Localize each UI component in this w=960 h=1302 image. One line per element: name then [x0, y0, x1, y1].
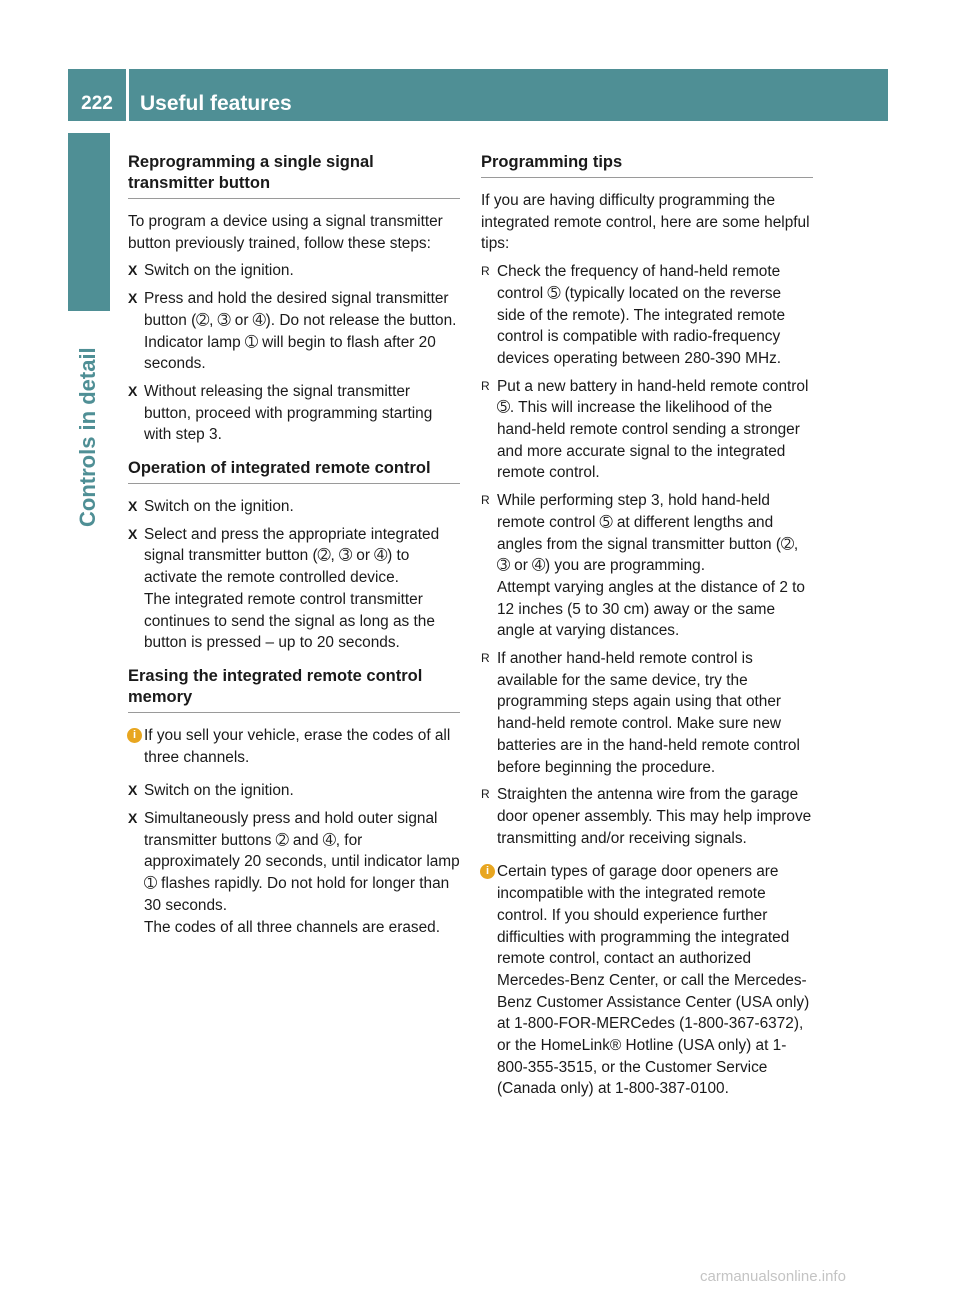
step-text: Press and hold the desired signal transmitter button (➁, ➂ or ➃). Do not release the button. [144, 290, 457, 329]
tip-text: Attempt varying angles at the distance of 2 to 12 inches (5 to 30 cm) away or the same angle at varying distances. [497, 578, 805, 640]
right-column [481, 152, 813, 1106]
tip-item: R Straighten the antenna wire from the garage door opener assembly. This may help improve transmitting and/or receiving signals. [481, 784, 813, 849]
heading-operation: Operation of integrated remote control [128, 458, 460, 484]
step-item: X Without releasing the signal transmitter button, proceed with programming starting with step 3. [128, 381, 460, 446]
tip-item: R Put a new battery in hand-held remote control ➄. This will increase the likelihood of the hand-held remote control sending a stronger and more accurate signal to the integrated remote control. [481, 376, 813, 485]
step-item [128, 808, 460, 938]
step-item [128, 288, 460, 375]
step-item: X Switch on the ignition. [128, 780, 460, 802]
step-text: Simultaneously press and hold outer signal transmitter buttons ➁ and ➃, for approximately 20 seconds, until indicator lamp ➀ flashes rapidly. Do not hold for longer than 30 seconds. [144, 810, 460, 914]
watermark: carmanualsonline.info [700, 1268, 846, 1285]
tip-item: R Check the frequency of hand-held remote control ➄ (typically located on the reverse side of the remote). The integrated remote control is compatible with radio-frequency devices operating between 280-390 MHz. [481, 261, 813, 370]
info-note [481, 861, 813, 1100]
step-result: The integrated remote control transmitter continues to send the signal as long as the button is pressed – up to 20 seconds. [144, 590, 435, 652]
step-text: Select and press the appropriate integrated signal transmitter button (➁, ➂ or ➃) to activate the remote controlled device. [144, 525, 440, 587]
step-item: X Switch on the ignition. [128, 496, 460, 518]
info-text: If you sell your vehicle, erase the codes of all three channels. [144, 726, 451, 766]
step-result: The codes of all three channels are erased. [144, 918, 441, 936]
step-result: Indicator lamp ➀ will begin to flash after 20 seconds. [144, 333, 436, 373]
tip-text: While performing step 3, hold hand-held remote control ➄ at different lengths and angles from the signal transmitter button (➁, ➂ or ➃) you are programming. [497, 492, 799, 575]
intro-text: To program a device using a signal transmitter button previously trained, follow these steps: [128, 213, 443, 252]
left-column [128, 152, 460, 944]
heading-erasing: Erasing the integrated remote control memory [128, 666, 460, 713]
info-icon: i [480, 864, 495, 879]
step-item: X Switch on the ignition. [128, 260, 460, 282]
heading-programming-tips: Programming tips [481, 152, 813, 178]
tip-item: R If another hand-held remote control is available for the same device, try the programming steps again using that other hand-held remote control. Make sure new batteries are in the hand-held remote control before beginning the procedure. [481, 648, 813, 778]
side-tab [68, 133, 110, 311]
tip-item [481, 490, 813, 642]
section-title: Useful features [140, 92, 292, 115]
intro-text: If you are having difficulty programming the integrated remote control, here are some helpful tips: [481, 192, 810, 253]
page-number: 222 [81, 93, 113, 114]
info-icon: i [127, 728, 142, 743]
header-divider [126, 69, 129, 121]
side-label: Controls in detail [75, 347, 100, 527]
info-note [128, 725, 460, 768]
info-text: Certain types of garage door openers are incompatible with the integrated remote control. If you should experience further difficulties with programming the integrated remote control, contact an authorized Mercedes-Benz Center, or call the Mercedes-Benz Customer Assistance Center (USA only) at 1-800-FOR-MERCedes (1-800-367-6372), or the HomeLink® Hotline (USA only) at 1-800-355-3515, or the Customer Service (Canada only) at 1-800-387-0100. [497, 863, 810, 1098]
heading-reprogramming: Reprogramming a single signal transmitter button [128, 152, 460, 199]
step-item [128, 524, 460, 654]
